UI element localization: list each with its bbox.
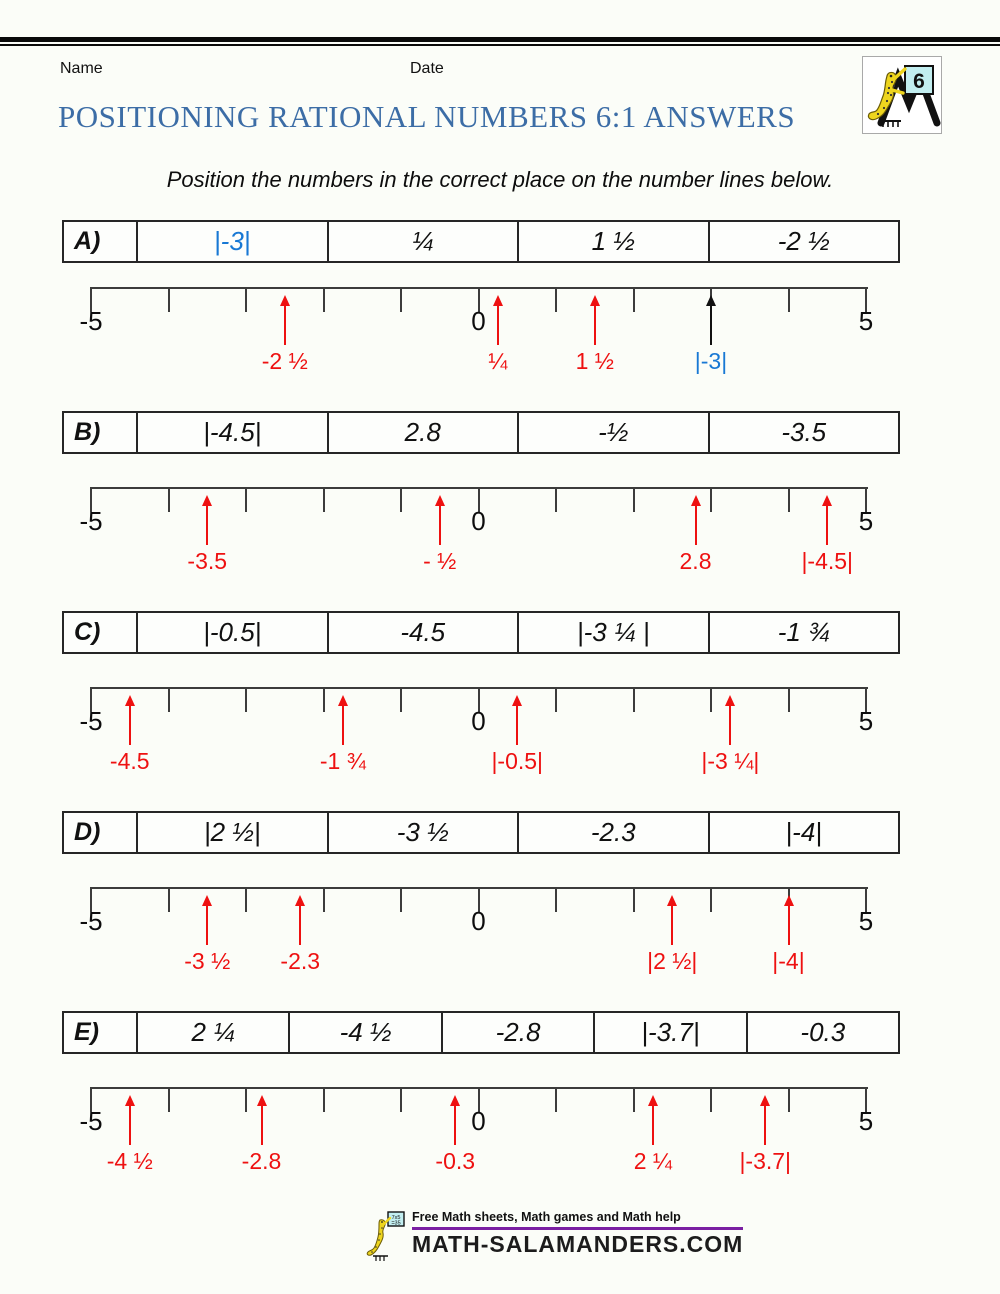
arrow-stem (826, 504, 828, 545)
tick-mark (710, 487, 712, 512)
arrow-stem (788, 904, 790, 945)
marker-label: 2.8 (679, 548, 712, 574)
tick-mark (323, 487, 325, 512)
tick-mark (323, 1087, 325, 1112)
table-cell: |-4.5| (138, 413, 329, 452)
footer-text-block (412, 1210, 743, 1258)
marker-label: -4.5 (109, 748, 150, 774)
axis-label: 5 (858, 706, 874, 736)
tick-mark (168, 1087, 170, 1112)
axis-label: -5 (79, 506, 103, 536)
arrow-stem (206, 504, 208, 545)
tick-mark (168, 287, 170, 312)
tick-mark (710, 1087, 712, 1112)
marker-label: 2 ¼ (633, 1148, 673, 1174)
table-cell: 2.8 (329, 413, 520, 452)
tick-mark (633, 1087, 635, 1112)
axis-label: -5 (79, 706, 103, 736)
tick-mark (633, 287, 635, 312)
table-cell: |-3 ¼ | (519, 613, 710, 652)
tick-mark (245, 687, 247, 712)
tick-mark (323, 687, 325, 712)
axis-label: -5 (79, 306, 103, 336)
numberline-axis (91, 287, 868, 289)
arrow-stem (764, 1104, 766, 1145)
answers-table-B (62, 411, 900, 454)
tick-mark (323, 887, 325, 912)
section-label-D: D) (64, 813, 138, 852)
marker-label: -2 ½ (261, 348, 308, 374)
tick-mark (633, 687, 635, 712)
table-cell: -2.8 (443, 1013, 595, 1052)
marker-label: |-4| (772, 948, 805, 974)
table-cell: -3.5 (781, 417, 827, 447)
table-cell: 1 ½ (519, 222, 710, 261)
marker-label: |2 ½| (647, 948, 698, 974)
tick-mark (555, 287, 557, 312)
tick-mark (788, 487, 790, 512)
arrow-stem (342, 704, 344, 745)
axis-label: 0 (471, 306, 486, 336)
arrow-stem (497, 304, 499, 345)
table-cell: -4.5 (329, 613, 520, 652)
grade-number: 6 (913, 70, 925, 93)
numberline-axis (91, 1087, 868, 1089)
marker-label: -2.3 (280, 948, 321, 974)
tick-mark (555, 1087, 557, 1112)
section-label-C: C) (64, 613, 138, 652)
marker-label: |-3 ¼| (701, 748, 760, 774)
arrow-stem (261, 1104, 263, 1145)
marker-label: - ½ (423, 548, 457, 574)
table-cell: -3 ½ (329, 813, 520, 852)
arrow-stem (710, 304, 712, 345)
tick-mark (710, 687, 712, 712)
tick-mark (245, 487, 247, 512)
arrow-stem (671, 904, 673, 945)
axis-label: 0 (471, 906, 486, 936)
table-cell: -2 ½ (777, 226, 830, 256)
footer-site-name: MATH-SALAMANDERS.COM (412, 1231, 744, 1257)
axis-label: 5 (858, 1106, 874, 1136)
section-label-E: E) (64, 1013, 138, 1052)
arrow-stem (129, 704, 131, 745)
axis-label: 0 (471, 506, 486, 536)
tick-mark (245, 887, 247, 912)
tick-mark (710, 887, 712, 912)
numberline-axis (91, 487, 868, 489)
axis-label: 5 (858, 906, 874, 936)
table-cell: 2 ¼ (138, 1013, 290, 1052)
table-cell: |-4| (785, 817, 823, 847)
table-cell: |-3.7| (595, 1013, 747, 1052)
tick-mark (788, 1087, 790, 1112)
marker-label: -1 ¾ (319, 748, 366, 774)
table-cell: |-0.5| (138, 613, 329, 652)
marker-label: -3 ½ (184, 948, 231, 974)
tick-mark (788, 287, 790, 312)
arrow-stem (206, 904, 208, 945)
top-rule-thick (0, 37, 1000, 42)
numberline-E (79, 1087, 874, 1207)
tick-mark (400, 887, 402, 912)
salamander-eye (890, 75, 893, 78)
arrow-stem (695, 504, 697, 545)
footer-salamander-icon (366, 1210, 408, 1262)
numberline-axis (91, 887, 868, 889)
arrow-stem (652, 1104, 654, 1145)
axis-label: 0 (471, 1106, 486, 1136)
tick-mark (633, 487, 635, 512)
instruction-text: Position the numbers in the correct place on the number lines below. (166, 167, 834, 192)
footer (366, 1210, 743, 1262)
salamander-grade-logo-icon (863, 57, 941, 133)
tick-mark (168, 887, 170, 912)
tick-mark (400, 287, 402, 312)
table-cell: ¼ (329, 222, 520, 261)
marker-label: -3.5 (187, 548, 228, 574)
section-label-A: A) (64, 222, 138, 261)
top-rule-thin (0, 44, 1000, 46)
tick-mark (788, 687, 790, 712)
arrow-stem (729, 704, 731, 745)
marker-label: -2.8 (241, 1148, 282, 1174)
marker-label: |-4.5| (801, 548, 854, 574)
arrow-stem (284, 304, 286, 345)
numberline-axis (91, 687, 868, 689)
table-cell: -½ (519, 413, 710, 452)
table-cell: -1 ¾ (777, 617, 830, 647)
axis-label: 5 (858, 506, 874, 536)
arrow-stem (594, 304, 596, 345)
marker-label: -0.3 (435, 1148, 476, 1174)
tick-mark (555, 487, 557, 512)
table-cell: -4 ½ (290, 1013, 442, 1052)
axis-label: 0 (471, 706, 486, 736)
arrow-stem (299, 904, 301, 945)
table-cell: -2.3 (519, 813, 710, 852)
tick-mark (400, 687, 402, 712)
tick-mark (168, 487, 170, 512)
tick-mark (633, 887, 635, 912)
marker-label: |-0.5| (491, 748, 544, 774)
footer-tagline: Free Math sheets, Math games and Math help (412, 1210, 743, 1230)
tick-mark (168, 687, 170, 712)
numberline-B (79, 487, 874, 607)
answers-table-A (62, 220, 900, 263)
axis-label: -5 (79, 1106, 103, 1136)
marker-label: -4 ½ (106, 1148, 153, 1174)
tick-mark (555, 687, 557, 712)
math-salamanders-logo (862, 56, 942, 134)
arrow-stem (454, 1104, 456, 1145)
marker-label: |-3| (694, 348, 728, 374)
marker-label: ¼ (488, 348, 508, 374)
date-label: Date (410, 60, 444, 77)
tick-mark (323, 287, 325, 312)
axis-label: -5 (79, 906, 103, 936)
tick-mark (400, 487, 402, 512)
table-cell: -0.3 (800, 1017, 846, 1047)
numberline-D (79, 887, 874, 1007)
table-cell: |2 ½| (138, 813, 329, 852)
numberline-A (79, 287, 874, 407)
name-label: Name (60, 60, 103, 77)
salamander-body (868, 72, 896, 119)
tick-mark (245, 287, 247, 312)
axis-label: 5 (858, 306, 874, 336)
tick-mark (245, 1087, 247, 1112)
answers-table-E (62, 1011, 900, 1054)
marker-label: 1 ½ (575, 348, 614, 374)
tick-mark (555, 887, 557, 912)
section-label-B: B) (64, 413, 138, 452)
page-title: POSITIONING RATIONAL NUMBERS 6:1 ANSWERS (58, 99, 796, 134)
answers-table-C (62, 611, 900, 654)
svg-text:=35: =35 (391, 1220, 401, 1227)
arrow-stem (439, 504, 441, 545)
arrow-stem (516, 704, 518, 745)
answers-table-D (62, 811, 900, 854)
table-cell: |-3| (138, 222, 329, 261)
marker-label: |-3.7| (739, 1148, 792, 1174)
svg-text:7x5: 7x5 (391, 1215, 401, 1221)
arrow-stem (129, 1104, 131, 1145)
numberline-C (79, 687, 874, 807)
tick-mark (400, 1087, 402, 1112)
